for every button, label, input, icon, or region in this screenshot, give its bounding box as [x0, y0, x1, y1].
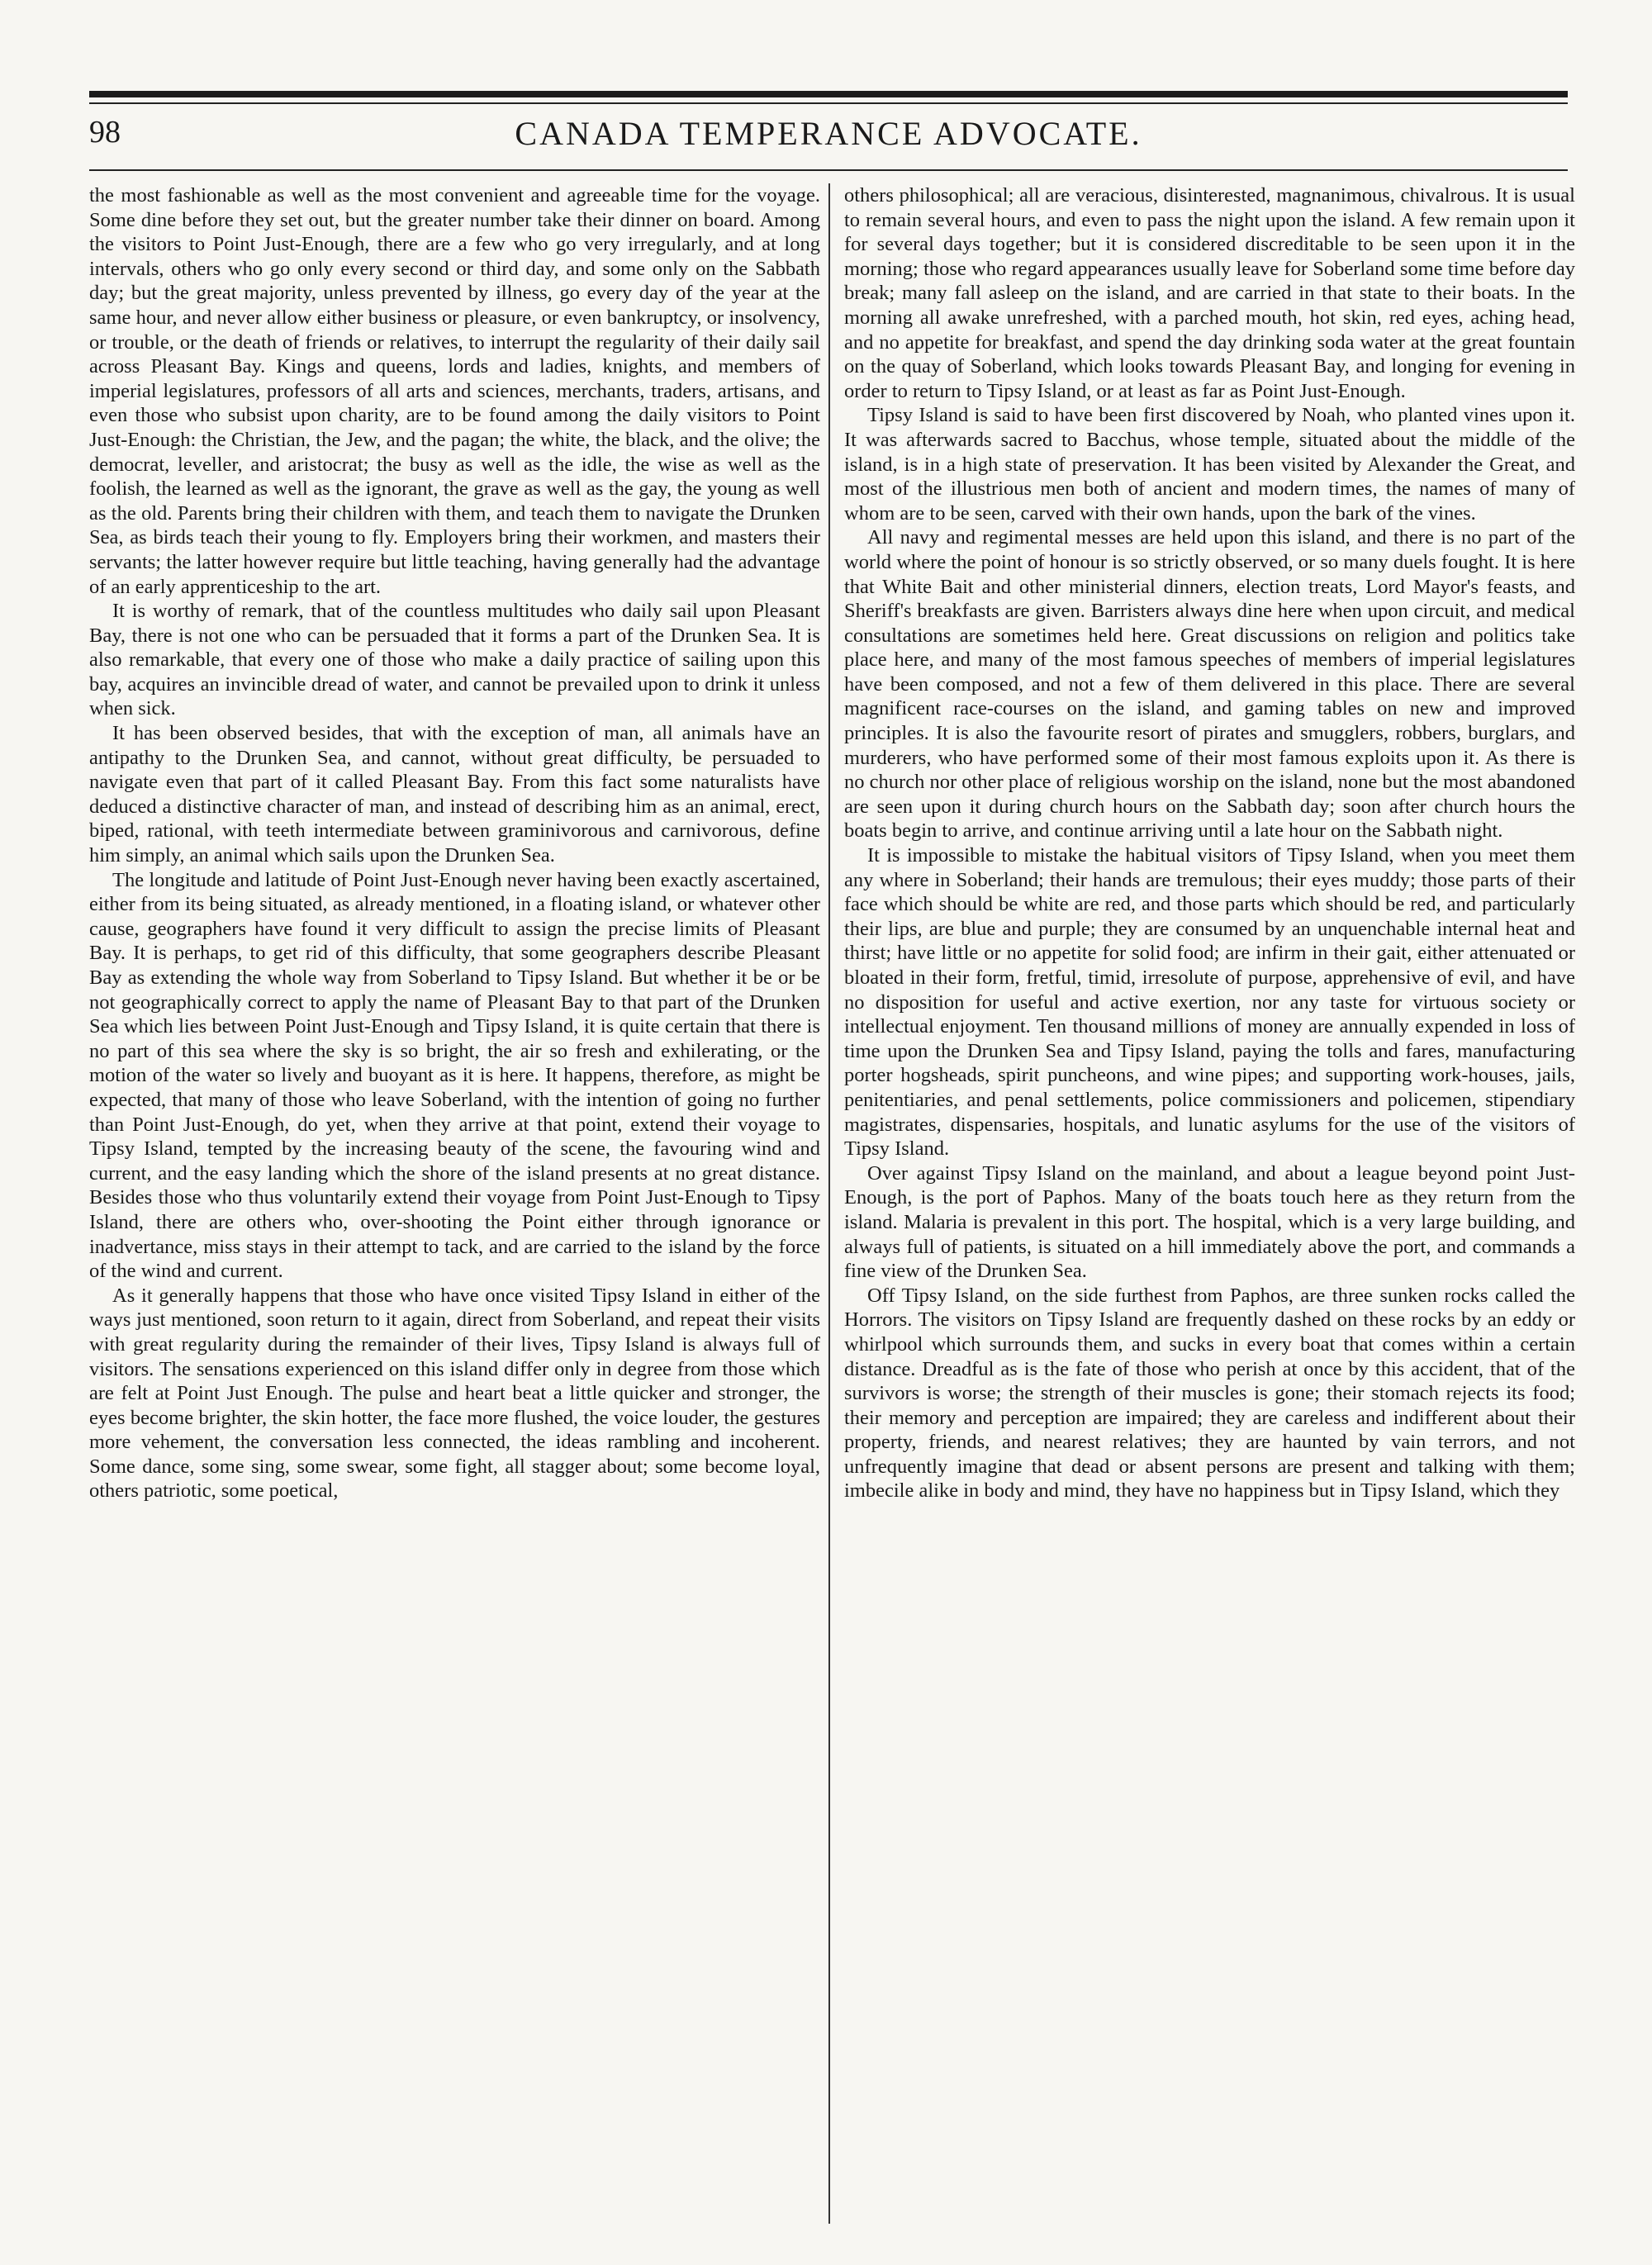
paragraph: the most fashionable as well as the most convenient and agreeable time for the voyage. Some dine before they set out, but the greater number take their dinner on board. Among the visitors to Point Just-Enough, there are a few who go very irregularly, and at long intervals, others who go only every second or third day, and some only on the Sabbath day; but the great majority, unless prevented by illness, go every day of the year at the same hour, and never allow either business or pleasure, or even bankruptcy, or insolvency, or trouble, or the death of friends or relatives, to interrupt the regularity of their daily sail across Pleasant Bay. Kings and queens, lords and ladies, knights, and members of imperial legislatures, professors of all arts and sciences, merchants, traders, artisans, and even those who subsist upon charity, are to be found among the daily visitors to Point Just-Enough: the Christian, the Jew, and the pagan; the white, the black, and the olive; the democrat, leveller, and aristocrat; the busy as well as the idle, the wise as well as the foolish, the learned as well as the ignorant, the grave as well as the gay, the young as well as the old. Parents bring their children with them, and teach them to navigate the Drunken Sea, as birds teach their young to fly. Employers bring their workmen, and masters their servants; the latter however require but little teaching, having generally had the advantage of an early apprenticeship to the art.	[89, 184, 820, 598]
right-column	[844, 183, 1575, 2232]
paragraph: It is impossible to mistake the habitual visitors of Tipsy Island, when you meet them any where in Soberland; their hands are tremulous; their eyes muddy; those parts of their face which should be white are red, and those parts which should be red, and particularly their lips, are blue and purple; they are consumed by an unquenchable internal heat and thirst; have little or no appetite for solid food; are infirm in their gait, either attenuated or bloated in their form, fretful, timid, irresolute of purpose, apprehensive of evil, and have no disposition for useful and active exertion, nor any taste for virtuous society or intellectual enjoyment. Ten thousand millions of money are annually expended in loss of time upon the Drunken Sea and Tipsy Island, paying the tolls and fares, manufacturing porter hogsheads, spirit puncheons, and wine pipes; and supporting work-houses, jails, penitentiaries, and penal settlements, police commissioners and policemen, stipendiary magistrates, dispensaries, hospitals, and lunatic asylums for the use of the visitors of Tipsy Island.	[844, 844, 1575, 1161]
paragraph: As it generally happens that those who have once visited Tipsy Island in either of the ways just mentioned, soon return to it again, direct from Soberland, and repeat their visits with great regularity during the remainder of their lives, Tipsy Island is always full of visitors. The sensations experienced on this island differ only in degree from those which are felt at Point Just Enough. The pulse and heart beat a little quicker and stronger, the eyes become brighter, the skin hotter, the face more flushed, the voice louder, the gestures more vehement, the conversation less connected, the ideas rambling and incoherent. Some dance, some sing, some swear, some fight, all stagger about; some become loyal, others patriotic, some poetical,	[89, 1284, 820, 1503]
paragraph: It has been observed besides, that with the exception of man, all animals have an antipathy to the Drunken Sea, and cannot, without great difficulty, be persuaded to navigate even that part of it called Pleasant Bay. From this fact some naturalists have deduced a distinctive character of man, and instead of describing him as an animal, erect, biped, rational, with teeth intermediate between graminivorous and carnivorous, define him simply, an animal which sails upon the Drunken Sea.	[89, 722, 820, 867]
paragraph: It is worthy of remark, that of the countless multitudes who daily sail upon Pleasant Bay, there is not one who can be persuaded that it forms a part of the Drunken Sea. It is also remarkable, that every one of those who make a daily practice of sailing upon this bay, acquires an invincible dread of water, and cannot be prevailed upon to drink it unless when sick.	[89, 600, 820, 720]
column-divider	[828, 183, 830, 2224]
top-rule	[89, 91, 1568, 97]
header-rule	[89, 169, 1568, 171]
paragraph: others philosophical; all are veracious, disinterested, magnanimous, chivalrous. It is usual to remain several hours, and even to pass the night upon the island. A few remain upon it for several days together; but it is considered discreditable to be seen upon it in the morning; those who regard appearances usually leave for Soberland some time before day break; many fall asleep on the island, and are carried in that state to their boats. In the morning all awake unrefreshed, with a parched mouth, hot skin, red eyes, aching head, and no appetite for breakfast, and spend the day drinking soda water at the great fountain on the quay of Soberland, which looks towards Pleasant Bay, and longing for evening in order to return to Tipsy Island, or at least as far as Point Just-Enough.	[844, 184, 1575, 402]
top-rule-thin	[89, 102, 1568, 104]
paragraph: Tipsy Island is said to have been first discovered by Noah, who planted vines upon it. It was afterwards sacred to Bacchus, whose temple, situated about the middle of the island, is in a high state of preservation. It has been visited by Alexander the Great, and most of the illustrious men both of ancient and modern times, the names of many of whom are to be seen, carved with their own hands, upon the bark of the vines.	[844, 404, 1575, 525]
paragraph: All navy and regimental messes are held upon this island, and there is no part of the world where the point of honour is so strictly observed, or so many duels fought. It is here that White Bait and other ministerial dinners, election treats, Lord Mayor's feasts, and Sheriff's breakfasts are given. Barristers always dine here when upon circuit, and medical consultations are sometimes held here. Great discussions on religion and politics take place here, and many of the most famous speeches of members of imperial legislatures have been composed, and not a few of them delivered in this place. There are several magnificent race-courses on the island, and gaming tables on new and improved principles. It is also the favourite resort of pirates and smugglers, robbers, burglars, and murderers, who have performed some of their most famous exploits upon it. As there is no church nor other place of religious worship on the island, none but the most abandoned are seen upon it during church hours on the Sabbath day; soon after church hours the boats begin to arrive, and continue arriving until a late hour on the Sabbath night.	[844, 526, 1575, 843]
paragraph: Over against Tipsy Island on the mainland, and about a league beyond point Just-Enough, is the port of Paphos. Many of the boats touch here as they return from the island. Malaria is prevalent in this port. The hospital, which is a very large building, and always full of patients, is situated on a hill immediately above the port, and commands a fine view of the Drunken Sea.	[844, 1161, 1575, 1283]
masthead-title: CANADA TEMPERANCE ADVOCATE.	[515, 115, 1142, 152]
left-column	[89, 183, 820, 2232]
page-number: 98	[89, 115, 121, 150]
paragraph: The longitude and latitude of Point Just-Enough never having been exactly ascertained, either from its being situated, as already mentioned, in a floating island, or whatever other cause, geographers have found it very difficult to assign the precise limits of Pleasant Bay. It is perhaps, to get rid of this difficulty, that some geographers describe Pleasant Bay as extending the whole way from Soberland to Tipsy Island. But whether it be or be not geographically correct to apply the name of Pleasant Bay to that part of the Drunken Sea which lies between Point Just-Enough and Tipsy Island, it is quite certain that there is no part of this sea where the sky is so bright, the air so fresh and exhilerating, or the motion of the water so lively and buoyant as it is here. It happens, therefore, as might be expected, that many of those who leave Soberland, with the intention of going no further than Point Just-Enough, do yet, when they arrive at that point, extend their voyage to Tipsy Island, tempted by the increasing beauty of the scene, the favouring wind and current, and the easy landing which the shore of the island presents at no great distance. Besides those who thus voluntarily extend their voyage from Point Just-Enough to Tipsy Island, there are others who, over-shooting the Point either through ignorance or inadvertance, miss stays in their attempt to tack, and are carried to the island by the force of the wind and current.	[89, 868, 820, 1283]
page-header	[89, 114, 1568, 164]
paragraph: Off Tipsy Island, on the side furthest from Paphos, are three sunken rocks called the Horrors. The visitors on Tipsy Island are frequently dashed on these rocks by an eddy or whirlpool which surrounds them, and sucks in every boat that comes within a certain distance. Dreadful as is the fate of those who perish at once by this accident, that of the survivors is worse; the strength of their muscles is gone; their stomach rejects its food; their memory and perception are impaired; they are careless and indifferent about their property, friends, and nearest relatives; they are haunted by vain terrors, and not unfrequently imagine that dead or absent persons are present and talking with them; imbecile alike in body and mind, they have no happiness but in Tipsy Island, which they	[844, 1284, 1575, 1503]
